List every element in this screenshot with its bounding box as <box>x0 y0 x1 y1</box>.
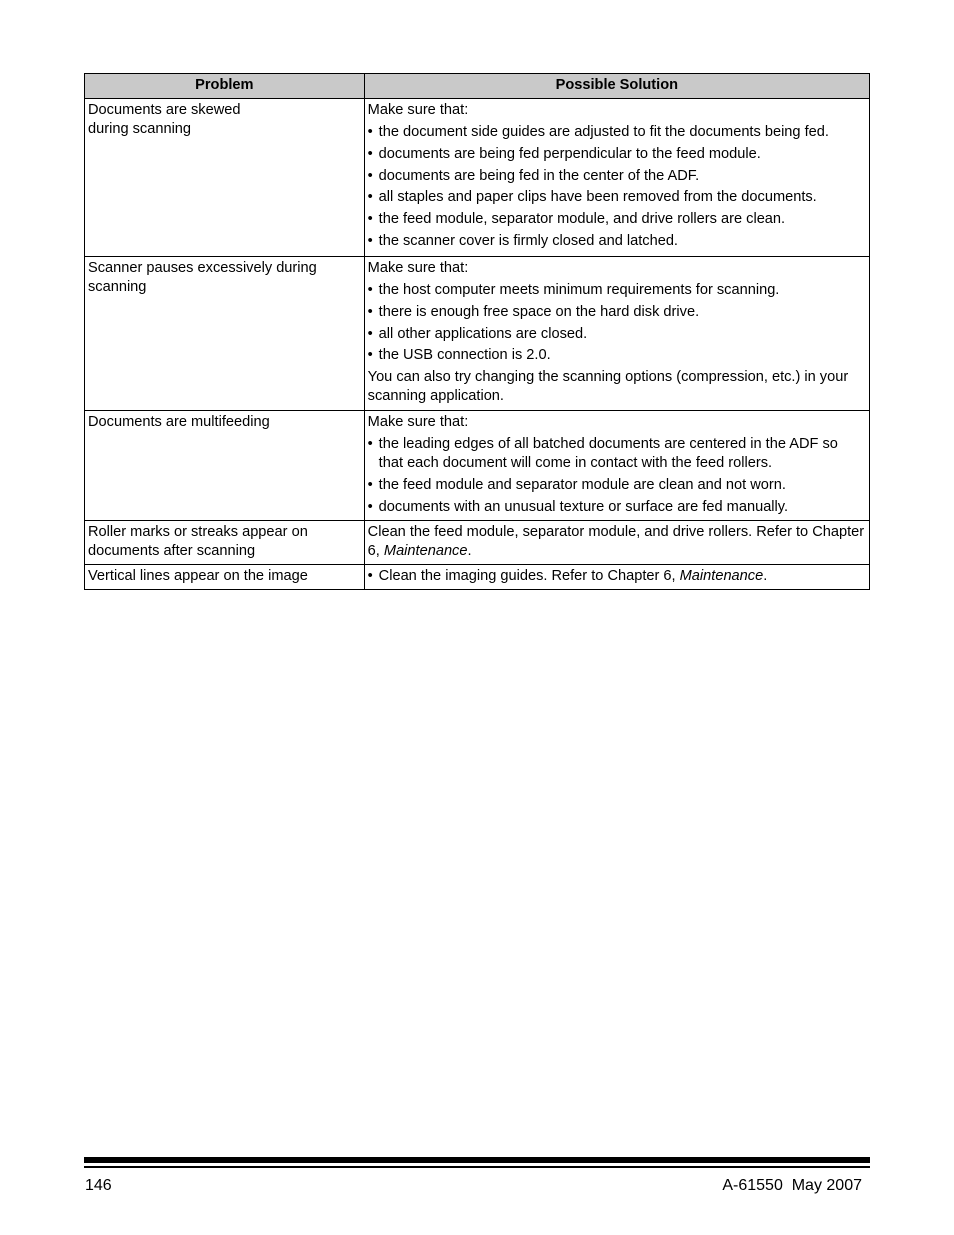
table-row <box>85 521 870 565</box>
maintenance-reference: Maintenance <box>679 568 764 584</box>
bullet-list <box>368 123 866 251</box>
table-row <box>85 411 870 521</box>
list-item: • all staples and paper clips have been removed from the documents. <box>368 188 866 207</box>
solution-text: Clean the feed module, separator module, and drive rollers. Refer to Chapter 6, <box>367 524 865 559</box>
page-number: 146 <box>85 1177 112 1194</box>
bullet-text: Clean the imaging guides. Refer to Chapter 6, <box>378 568 680 584</box>
bullet-list <box>368 435 866 517</box>
list-item: • all other applications are closed. <box>368 325 866 344</box>
footer-rule-thin <box>84 1166 870 1168</box>
table-header-row <box>85 74 870 99</box>
list-item: • documents are being fed perpendicular to the feed module. <box>368 145 866 164</box>
list-item: • there is enough free space on the hard disk drive. <box>368 303 866 322</box>
solution-end: . <box>467 543 472 559</box>
solution-cell <box>364 521 869 565</box>
list-item: • the feed module, separator module, and drive rollers are clean. <box>368 210 866 229</box>
troubleshooting-table <box>84 73 870 590</box>
list-item <box>368 567 866 586</box>
list-item: • the document side guides are adjusted to fit the documents being fed. <box>368 123 866 142</box>
solution-intro: Make sure that: <box>367 102 469 118</box>
solution-cell <box>364 565 869 590</box>
solution-intro: Make sure that: <box>367 260 469 276</box>
document-id-date: A-61550 May 2007 <box>722 1177 862 1194</box>
solution-cell <box>364 99 869 257</box>
table-row <box>85 565 870 590</box>
solution-cell <box>364 257 869 411</box>
list-item: • the scanner cover is firmly closed and latched. <box>368 232 866 251</box>
bullet-list <box>368 281 866 365</box>
maintenance-reference: Maintenance <box>383 543 468 559</box>
problem-cell: Roller marks or streaks appear on documents after scanning <box>85 521 365 565</box>
list-item: • the leading edges of all batched documents are centered in the ADF so that each document will come in contact with the feed rollers. <box>368 435 866 473</box>
solution-note: You can also try changing the scanning options (compression, etc.) in your scanning application. <box>367 369 849 405</box>
bullet-list <box>368 567 866 586</box>
problem-cell: Vertical lines appear on the image <box>85 565 365 590</box>
list-item: • the USB connection is 2.0. <box>368 346 866 365</box>
header-problem: Problem <box>85 74 365 99</box>
footer-rule-thick <box>84 1157 870 1163</box>
table-row <box>85 99 870 257</box>
problem-cell: Documents are skewed during scanning <box>85 99 365 257</box>
problem-cell: Documents are multifeeding <box>85 411 365 521</box>
problem-cell: Scanner pauses excessively during scanning <box>85 257 365 411</box>
list-item: • documents with an unusual texture or surface are fed manually. <box>368 498 866 517</box>
table-row <box>85 257 870 411</box>
list-item: • the feed module and separator module are clean and not worn. <box>368 476 866 495</box>
header-possible-solution: Possible Solution <box>364 74 869 99</box>
list-item: • the host computer meets minimum requirements for scanning. <box>368 281 866 300</box>
bullet-end: . <box>763 568 768 584</box>
solution-cell <box>364 411 869 521</box>
list-item: • documents are being fed in the center of the ADF. <box>368 167 866 186</box>
solution-intro: Make sure that: <box>367 414 469 430</box>
